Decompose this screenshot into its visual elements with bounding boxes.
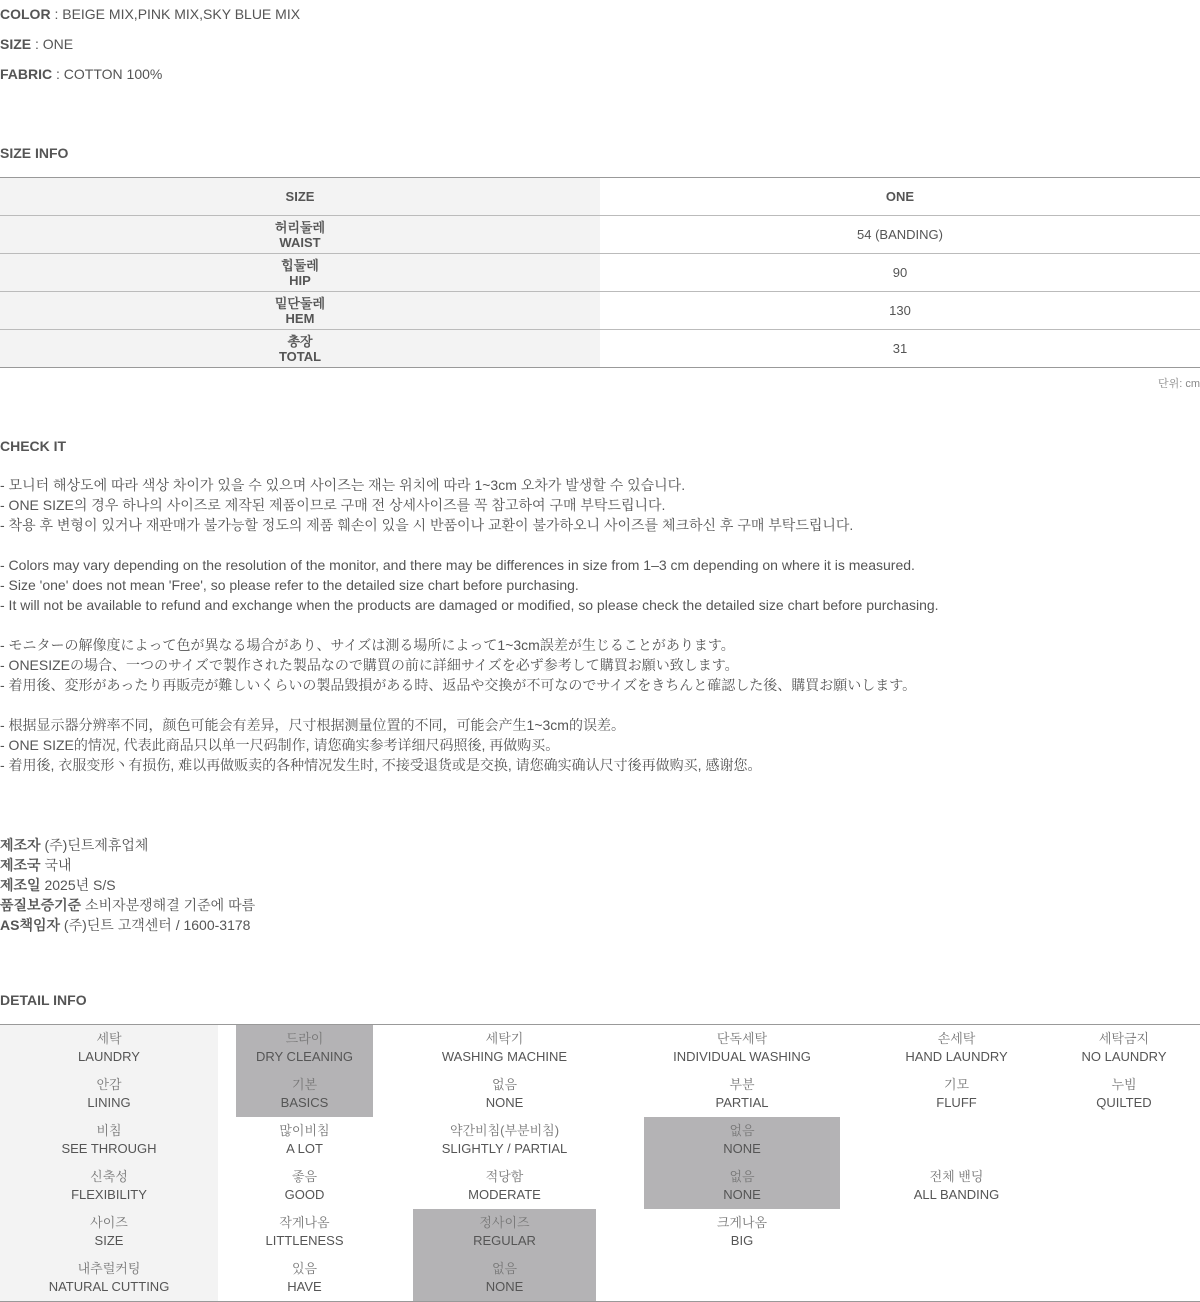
option-en: HAVE xyxy=(287,1279,322,1294)
fabric-info xyxy=(0,65,162,83)
size-row-ko: 총장 xyxy=(287,333,313,349)
label-ko: 안감 xyxy=(96,1077,122,1092)
option-en: QUILTED xyxy=(1096,1095,1152,1110)
option-ko: 있음 xyxy=(291,1261,318,1276)
option-ko: 정사이즈 xyxy=(479,1215,530,1230)
label-en: LAUNDRY xyxy=(78,1049,140,1064)
option-en: GOOD xyxy=(284,1187,325,1202)
size-row-value: 130 xyxy=(889,303,911,318)
mfg-line xyxy=(0,855,255,875)
mfg-value: (주)딘트 고객센터 / 1600-3178 xyxy=(60,917,251,933)
detail-info-title: DETAIL INFO xyxy=(0,992,87,1008)
option-fluff xyxy=(880,1071,1033,1117)
option-ko: 적당함 xyxy=(485,1169,524,1184)
size-row-en: HEM xyxy=(285,310,315,326)
size-row-ko: 힙둘레 xyxy=(281,257,319,273)
option-en: SLIGHTLY / PARTIAL xyxy=(441,1141,568,1156)
notes-korean xyxy=(0,475,853,535)
size-label: SIZE xyxy=(0,36,32,52)
note-line: - 착용 후 변형이 있거나 재판매가 불가능할 정도의 제품 훼손이 있을 시 반품이나 교환이 불가하오니 사이즈를 체크하신 후 구매 부탁드립니다. xyxy=(0,517,854,533)
option-ko: 전체 밴딩 xyxy=(929,1169,984,1184)
option-en: WASHING MACHINE xyxy=(441,1049,568,1064)
detail-row-label-laundry xyxy=(0,1025,218,1071)
mfg-line xyxy=(0,835,255,855)
fabric-label: FABRIC xyxy=(0,66,53,82)
option-littleness xyxy=(236,1209,373,1255)
option-en: REGULAR xyxy=(473,1233,536,1248)
option-en: NO LAUNDRY xyxy=(1081,1049,1167,1064)
size-row-hip xyxy=(0,254,1200,292)
option-ko: 누빔 xyxy=(1111,1077,1137,1092)
color-value: : BEIGE MIX,PINK MIX,SKY BLUE MIX xyxy=(50,6,301,22)
detail-info-grid xyxy=(0,1024,1200,1302)
note-line: - It will not be available to refund and exchange when the products are damaged or modified, so please check the detailed size chart before purchasing. xyxy=(0,597,939,613)
option-dry-cleaning xyxy=(236,1025,373,1071)
mfg-label: 제조국 xyxy=(0,857,41,873)
option-have xyxy=(236,1255,373,1301)
option-ko: 없음 xyxy=(729,1169,755,1184)
mfg-label: AS책임자 xyxy=(0,917,61,933)
check-it-title: CHECK IT xyxy=(0,438,67,454)
option-hand-laundry xyxy=(880,1025,1033,1071)
size-value: : ONE xyxy=(31,36,74,52)
manufacturer-info xyxy=(0,835,255,935)
option-slightly-partial xyxy=(413,1117,596,1163)
mfg-label: 제조일 xyxy=(0,877,41,893)
option-ko: 크게나옴 xyxy=(716,1215,768,1230)
note-line: - 根据显示器分辨率不同，颜色可能会有差异，尺寸根据测量位置的不同，可能会产生1~3cm的误差。 xyxy=(0,717,625,733)
note-line: - モニターの解像度によって色が異なる場合があり、サイズは測る場所によって1~3cm誤差が生じることがあります。 xyxy=(0,637,735,653)
size-row-en: WAIST xyxy=(279,234,321,250)
option-en: NONE xyxy=(485,1279,524,1294)
size-row-hem xyxy=(0,292,1200,330)
option-a-lot xyxy=(236,1117,373,1163)
option-ko: 없음 xyxy=(491,1261,518,1276)
option-ko: 세탁기 xyxy=(485,1031,524,1046)
option-ko: 많이비침 xyxy=(279,1123,330,1138)
note-line: - Colors may vary depending on the resolution of the monitor, and there may be differences in size from 1–3 cm depending on where it is measured. xyxy=(0,557,915,573)
detail-row-label-lining xyxy=(0,1071,218,1117)
note-line: - 着用後, 衣服变形丶有损伤, 难以再做贩卖的各种情况发生时, 不接受退货或是交换, 请您确实确认尺寸後再做购买, 感谢您。 xyxy=(0,757,762,773)
option-en: HAND LAUNDRY xyxy=(905,1049,1008,1064)
label-en: NATURAL CUTTING xyxy=(48,1279,170,1294)
option-en: MODERATE xyxy=(468,1187,541,1202)
label-en: FLEXIBILITY xyxy=(71,1187,147,1202)
option-ko: 기본 xyxy=(291,1077,318,1092)
option-ko: 없음 xyxy=(491,1077,518,1092)
notes-chinese xyxy=(0,715,761,775)
option-moderate xyxy=(413,1163,596,1209)
option-good xyxy=(236,1163,373,1209)
option-en: NONE xyxy=(723,1141,761,1156)
option-big xyxy=(644,1209,840,1255)
detail-row-label-size xyxy=(0,1209,218,1255)
option-en: ALL BANDING xyxy=(913,1187,1000,1202)
mfg-label: 품질보증기준 xyxy=(0,897,82,913)
mfg-line xyxy=(0,915,255,935)
option-en: PARTIAL xyxy=(715,1095,769,1110)
mfg-line xyxy=(0,895,255,915)
mfg-value: 국내 xyxy=(40,857,72,873)
option-en: INDIVIDUAL WASHING xyxy=(673,1049,811,1064)
size-info-line xyxy=(0,35,73,53)
unit-note: 단위: cm xyxy=(1157,378,1200,390)
fabric-value: : COTTON 100% xyxy=(52,66,163,82)
option-basics xyxy=(236,1071,373,1117)
option-lining-none xyxy=(413,1071,596,1117)
size-info-title: SIZE INFO xyxy=(0,145,69,161)
option-no-laundry xyxy=(1048,1025,1200,1071)
option-en: DRY CLEANING xyxy=(255,1049,354,1064)
note-line: - ONESIZEの場合、一つのサイズで製作された製品なので購買の前に詳細サイズを必ず参考して購買お願い致します。 xyxy=(0,657,739,673)
option-ko: 기모 xyxy=(943,1077,970,1092)
label-en: SEE THROUGH xyxy=(61,1141,157,1156)
option-ko: 단독세탁 xyxy=(716,1031,768,1046)
option-ko: 좋음 xyxy=(291,1169,318,1184)
size-row-total xyxy=(0,330,1200,368)
option-en: NONE xyxy=(723,1187,761,1202)
mfg-value: (주)딘트제휴업체 xyxy=(40,837,149,853)
note-line: - 着用後、変形があったり再販売が難しいくらいの製品毀損がある時、返品や交換が不可なのでサイズをきちんと確認した後、購買お願いします。 xyxy=(0,677,917,693)
option-ko: 약간비침(부분비침) xyxy=(449,1123,560,1138)
option-washing-machine xyxy=(413,1025,596,1071)
option-ko: 작게나옴 xyxy=(279,1215,330,1230)
option-en: FLUFF xyxy=(936,1095,977,1110)
option-ko: 부분 xyxy=(729,1077,755,1092)
option-individual-washing xyxy=(644,1025,840,1071)
size-row-en: TOTAL xyxy=(278,348,322,364)
size-row-value: 54 (BANDING) xyxy=(857,227,943,242)
mfg-value: 2025년 S/S xyxy=(40,877,116,893)
notes-japanese xyxy=(0,635,916,695)
option-en: BASICS xyxy=(280,1095,329,1110)
size-row-ko: 허리둘레 xyxy=(274,219,326,235)
option-flexibility-none xyxy=(644,1163,840,1209)
note-line: - ONE SIZE的情况, 代表此商品只以单一尺码制作, 请您确实参考详细尺码照後, 再做购买。 xyxy=(0,737,560,753)
option-all-banding xyxy=(880,1163,1033,1209)
option-ko: 세탁금지 xyxy=(1098,1031,1150,1046)
color-info xyxy=(0,5,300,23)
size-row-value: 31 xyxy=(892,341,908,356)
label-en: LINING xyxy=(87,1095,131,1110)
detail-row-label-see-through xyxy=(0,1117,218,1163)
label-ko: 세탁 xyxy=(96,1031,122,1046)
option-cutting-none xyxy=(413,1255,596,1301)
option-regular xyxy=(413,1209,596,1255)
size-table xyxy=(0,177,1200,368)
label-ko: 비침 xyxy=(96,1123,122,1138)
option-ko: 손세탁 xyxy=(937,1031,976,1046)
option-en: NONE xyxy=(485,1095,524,1110)
color-label: COLOR xyxy=(0,6,51,22)
option-ko: 없음 xyxy=(729,1123,755,1138)
notes-english xyxy=(0,555,939,615)
size-header-value: ONE xyxy=(885,189,915,204)
option-see-through-none xyxy=(644,1117,840,1163)
note-line: - ONE SIZE의 경우 하나의 사이즈로 제작된 제품이므로 구매 전 상세사이즈를 꼭 참고하여 구매 부탁드립니다. xyxy=(0,497,666,513)
option-ko: 드라이 xyxy=(285,1031,324,1046)
size-row-ko: 밑단둘레 xyxy=(274,295,326,311)
option-en: LITTLENESS xyxy=(265,1233,344,1248)
option-quilted xyxy=(1048,1071,1200,1117)
option-partial xyxy=(644,1071,840,1117)
size-table-header xyxy=(0,178,1200,216)
detail-row-label-natural-cutting xyxy=(0,1255,218,1301)
size-header-label: SIZE xyxy=(0,178,600,215)
detail-row-label-flexibility xyxy=(0,1163,218,1209)
label-ko: 신축성 xyxy=(90,1169,128,1184)
mfg-line xyxy=(0,875,255,895)
mfg-value: 소비자분쟁해결 기준에 따름 xyxy=(81,897,256,913)
mfg-label: 제조자 xyxy=(0,837,41,853)
note-line: - 모니터 해상도에 따라 색상 차이가 있을 수 있으며 사이즈는 재는 위치에 따라 1~3cm 오차가 발생할 수 있습니다. xyxy=(0,477,686,493)
size-row-en: HIP xyxy=(289,272,311,288)
size-row-waist xyxy=(0,216,1200,254)
label-ko: 내추럴커팅 xyxy=(77,1261,141,1276)
size-row-value: 90 xyxy=(892,265,908,280)
option-en: BIG xyxy=(730,1233,754,1248)
note-line: - Size 'one' does not mean 'Free', so please refer to the detailed size chart before purchasing. xyxy=(0,577,579,593)
label-en: SIZE xyxy=(94,1233,124,1248)
label-ko: 사이즈 xyxy=(90,1215,128,1230)
option-en: A LOT xyxy=(286,1141,323,1156)
